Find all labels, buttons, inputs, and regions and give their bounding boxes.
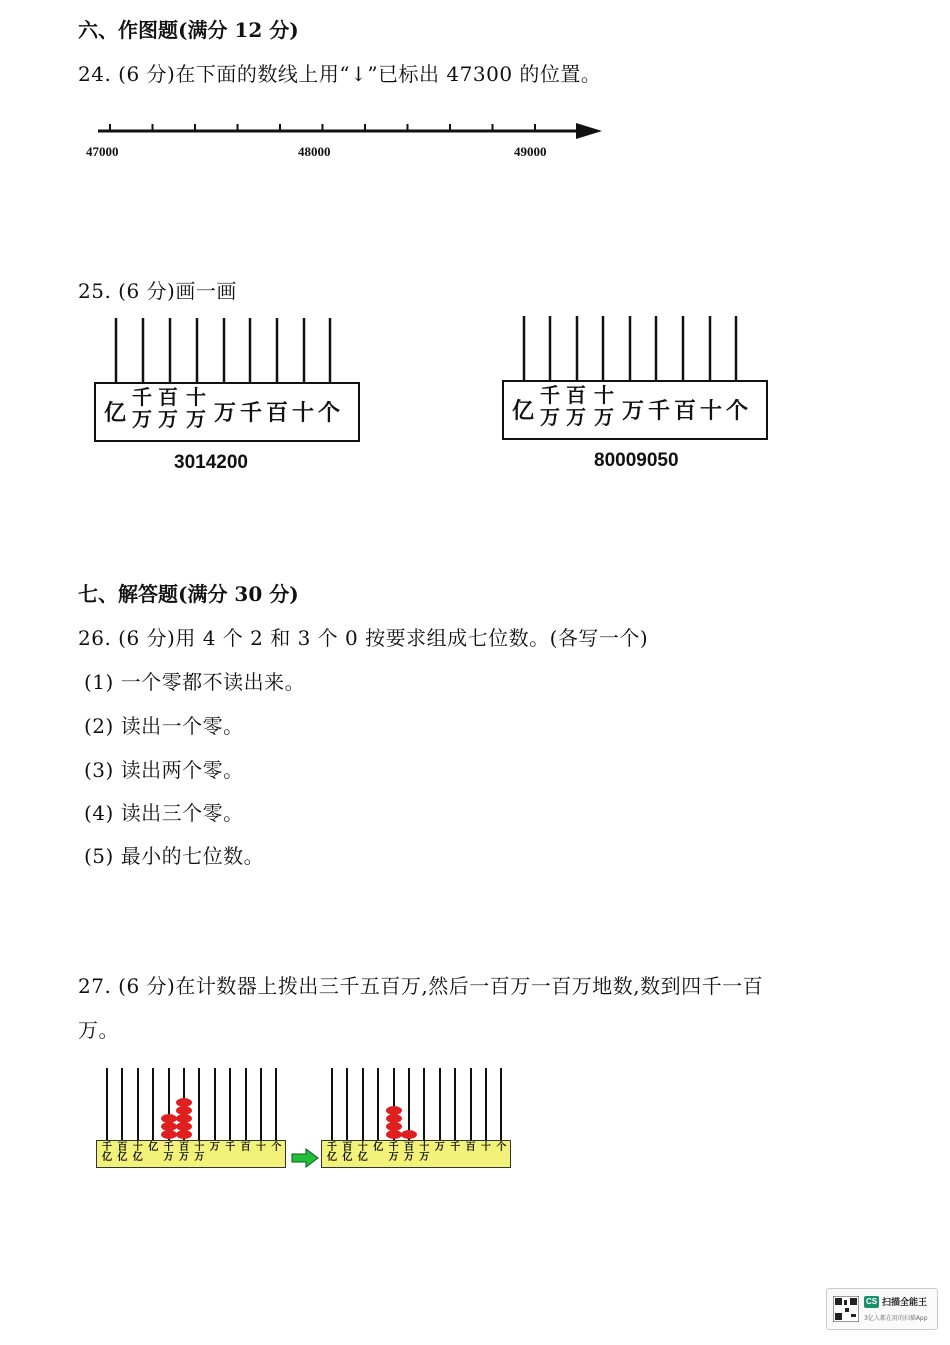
abacus-rod — [454, 1068, 456, 1140]
abacus-place-label: 亿 — [148, 1142, 159, 1153]
green-arrow-icon — [290, 1148, 320, 1168]
abacus-rod — [346, 1068, 348, 1140]
abacus-place-label: 百万 — [179, 1142, 189, 1163]
abacus-bead — [161, 1122, 177, 1131]
abacus-place-label: 十亿 — [357, 1142, 368, 1163]
place-value-board-1 — [94, 316, 364, 476]
section-heading-6: 六、作图题(满分 12 分) — [78, 18, 299, 42]
abacus-rod — [470, 1068, 472, 1140]
abacus-place-label: 十亿 — [132, 1142, 143, 1163]
abacus-place-label: 百 — [240, 1142, 251, 1153]
abacus-rod — [275, 1068, 277, 1140]
abacus-bead — [386, 1122, 402, 1131]
abacus-left — [96, 1068, 288, 1172]
abacus-rod — [245, 1068, 247, 1140]
question-25-text: 25. (6 分)画一画 — [78, 279, 237, 303]
abacus-place-label: 亿 — [373, 1142, 384, 1153]
board-1-tail: 万千百十个 — [214, 400, 345, 426]
abacus-rod — [331, 1068, 333, 1140]
tick-label-48000: 48000 — [298, 144, 331, 159]
abacus-place-label: 十 — [256, 1142, 266, 1153]
abacus-bead — [176, 1130, 192, 1139]
abacus-place-label: 千 — [450, 1142, 461, 1153]
abacus-rod — [121, 1068, 123, 1140]
abacus-rod — [439, 1068, 441, 1140]
section-heading-7: 七、解答题(满分 30 分) — [78, 582, 299, 606]
abacus-bead — [176, 1114, 192, 1123]
abacus-bead — [386, 1106, 402, 1115]
question-27-text-line-2: 万。 — [78, 1018, 119, 1042]
abacus-rod — [214, 1068, 216, 1140]
board-1-qianwan: 千 万 — [132, 385, 152, 431]
abacus-place-label: 十万 — [419, 1142, 430, 1163]
abacus-rod — [198, 1068, 200, 1140]
abacus-rod — [377, 1068, 379, 1140]
abacus-bead — [386, 1130, 402, 1139]
board-1-caption: 3014200 — [174, 452, 248, 473]
place-value-board-2 — [502, 314, 772, 474]
abacus-rod — [260, 1068, 262, 1140]
tick-label-47000: 47000 — [86, 144, 119, 159]
board-1-baiwan: 百 万 — [158, 385, 178, 431]
abacus-place-label: 万 — [209, 1142, 220, 1153]
question-26-item-4: (4) 读出三个零。 — [84, 801, 244, 825]
abacus-place-label: 千万 — [388, 1142, 399, 1163]
abacus-rod — [229, 1068, 231, 1140]
abacus-rod — [500, 1068, 502, 1140]
abacus-place-label: 百万 — [404, 1142, 414, 1163]
abacus-place-label: 千万 — [163, 1142, 174, 1163]
number-line — [86, 120, 606, 170]
abacus-bead — [176, 1106, 192, 1115]
abacus-rod — [362, 1068, 364, 1140]
abacus-bead — [161, 1130, 177, 1139]
cs-logo: CS — [865, 1297, 878, 1306]
board-2-yi: 亿 — [512, 398, 535, 424]
number-line-axis — [96, 120, 606, 144]
abacus-place-label: 千 — [225, 1142, 236, 1153]
watermark-title: 扫描全能王 — [882, 1298, 928, 1308]
abacus-place-label: 个 — [271, 1142, 282, 1153]
question-26-item-1: (1) 一个零都不读出来。 — [84, 670, 306, 694]
abacus-place-label: 十 — [481, 1142, 491, 1153]
board-1-shiwan: 十 万 — [186, 385, 206, 431]
board-2-caption: 80009050 — [594, 450, 679, 471]
abacus-place-label: 百亿 — [117, 1142, 128, 1163]
abacus-rod — [423, 1068, 425, 1140]
abacus-bead — [386, 1114, 402, 1123]
board-2-tail: 万千百十个 — [622, 398, 753, 424]
abacus-bead — [161, 1114, 177, 1123]
question-24-text: 24. (6 分)在下面的数线上用“↓”已标出 47300 的位置。 — [78, 62, 602, 86]
board-2-qianwan: 千 万 — [540, 383, 560, 429]
abacus-place-label: 百 — [465, 1142, 476, 1153]
question-26-item-3: (3) 读出两个零。 — [84, 758, 244, 782]
board-2-shiwan: 十 万 — [594, 383, 614, 429]
board-2-rods — [502, 314, 772, 382]
question-27-text-line-1: 27. (6 分)在计数器上拨出三千五百万,然后一百万一百万地数,数到四千一百 — [78, 974, 764, 998]
qr-code-icon — [833, 1296, 859, 1322]
abacus-place-label: 万 — [434, 1142, 445, 1153]
abacus-bead — [176, 1098, 192, 1107]
abacus-rod — [106, 1068, 108, 1140]
abacus-place-label: 十万 — [194, 1142, 205, 1163]
question-26-item-2: (2) 读出一个零。 — [84, 714, 244, 738]
question-26-item-5: (5) 最小的七位数。 — [84, 844, 265, 868]
board-1-yi: 亿 — [104, 400, 127, 426]
abacus-bead — [176, 1122, 192, 1131]
abacus-place-label: 千亿 — [102, 1142, 112, 1163]
watermark-subtitle: 3亿人都在用的扫描App — [864, 1315, 928, 1322]
abacus-rod — [485, 1068, 487, 1140]
abacus-rod — [152, 1068, 154, 1140]
board-1-rods — [94, 316, 364, 384]
question-26-text: 26. (6 分)用 4 个 2 和 3 个 0 按要求组成七位数。(各写一个) — [78, 626, 649, 650]
tick-label-49000: 49000 — [514, 144, 547, 159]
scanner-watermark — [826, 1288, 938, 1330]
abacus-rod — [137, 1068, 139, 1140]
abacus-place-label: 个 — [496, 1142, 507, 1153]
abacus-place-label: 百亿 — [342, 1142, 353, 1163]
abacus-bead — [401, 1130, 417, 1139]
board-2-baiwan: 百 万 — [566, 383, 586, 429]
abacus-right — [321, 1068, 513, 1172]
axis-arrow-icon — [576, 123, 602, 139]
abacus-place-label: 千亿 — [327, 1142, 337, 1163]
